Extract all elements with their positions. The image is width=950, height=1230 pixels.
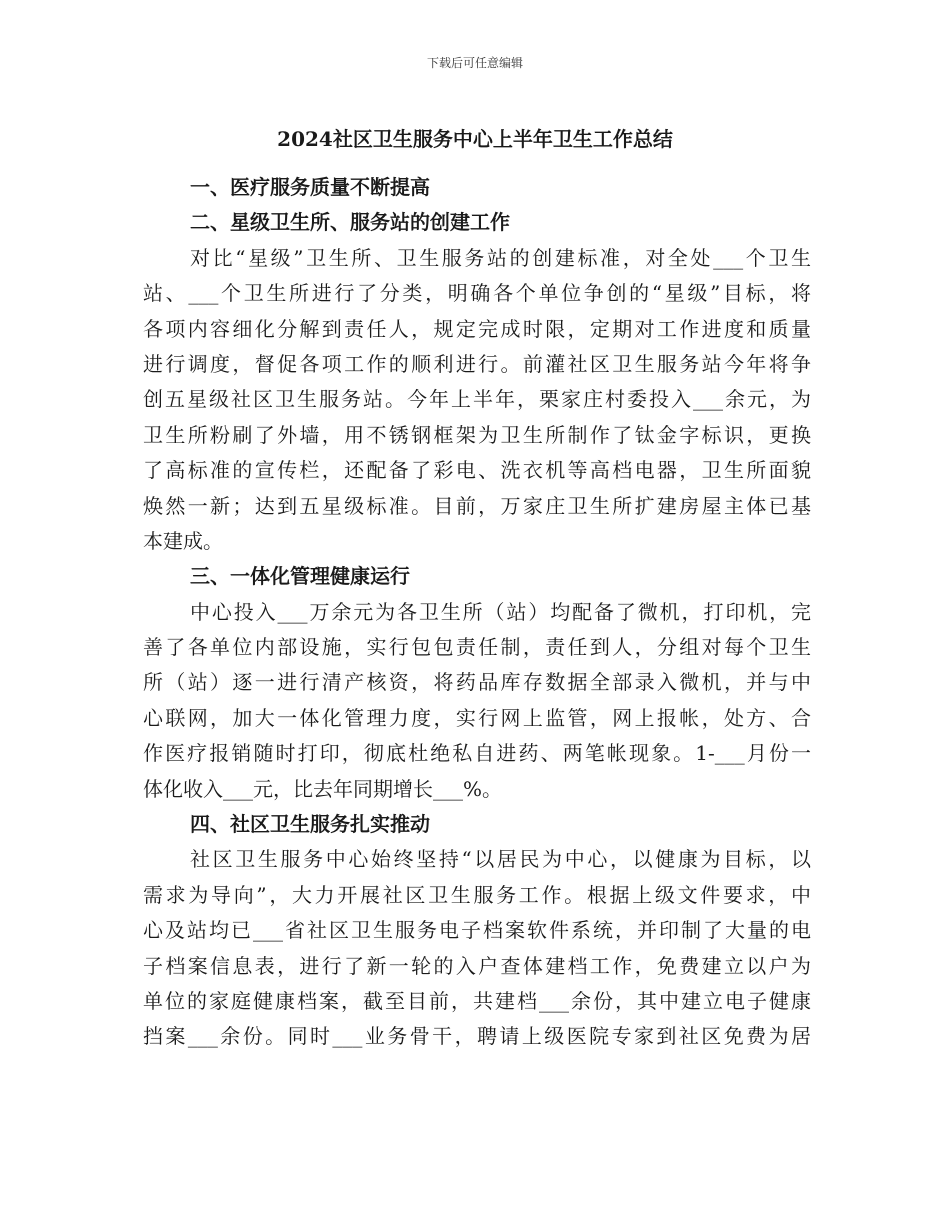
section-heading: 二、星级卫生所、服务站的创建工作 [190, 210, 510, 235]
paragraph-line: 心联网，加大一体化管理力度，实行网上监管，网上报帐，处方、合 [143, 705, 811, 730]
paragraph-line: 作医疗报销随时打印，彻底杜绝私自进药、两笔帐现象。1-___月份一 [143, 741, 811, 766]
paragraph-line: 单位的家庭健康档案，截至目前，共建档___余份，其中建立电子健康 [143, 988, 811, 1013]
document-body [143, 170, 811, 1055]
section-heading: 四、社区卫生服务扎实推动 [190, 812, 430, 837]
paragraph-line: 了高标准的宣传栏，还配备了彩电、洗衣机等高档电器，卫生所面貌 [143, 458, 811, 483]
header-note: 下载后可任意编辑 [426, 56, 523, 70]
section-heading: 一、医疗服务质量不断提高 [190, 175, 430, 199]
paragraph-line: 创五星级社区卫生服务站。今年上半年，栗家庄村委投入___余元，为 [143, 387, 811, 412]
paragraph [143, 842, 811, 1054]
paragraph [143, 595, 811, 807]
paragraph-line: 挡案___余份。同时___业务骨干，聘请上级医院专家到社区免费为居 [143, 1024, 811, 1049]
paragraph-line: 进行调度，督促各项工作的顺利进行。前灌社区卫生服务站今年将争 [143, 351, 811, 376]
paragraph-line: 焕然一新；达到五星级标准。目前，万家庄卫生所扩建房屋主体已基 [143, 493, 811, 518]
section-heading: 三、一体化管理健康运行 [190, 564, 410, 589]
paragraph-line: 子档案信息表，进行了新一轮的入户查体建档工作，免费建立以户为 [143, 953, 811, 978]
paragraph-line: 体化收入___元，比去年同期增长___%。 [143, 776, 503, 801]
paragraph-line: 需求为导向”，大力开展社区卫生服务工作。根据上级文件要求，中 [143, 882, 811, 907]
paragraph [143, 241, 811, 560]
document-title: 2024社区卫生服务中心上半年卫生工作总结 [277, 127, 673, 151]
paragraph-line: 中心投入___万余元为各卫生所（站）均配备了微机，打印机，完 [190, 599, 811, 624]
paragraph-line: 各项内容细化分解到责任人，规定完成时限，定期对工作进度和质量 [143, 316, 811, 341]
paragraph-line: 所（站）逐一进行清产核资，将药品库存数据全部录入微机，并与中 [143, 670, 811, 695]
paragraph-line: 善了各单位内部设施，实行包包责任制，责任到人，分组对每个卫生 [143, 635, 811, 660]
paragraph-line: 站、___个卫生所进行了分类，明确各个单位争创的“星级”目标，将 [143, 281, 811, 306]
paragraph-line: 卫生所粉刷了外墙，用不锈钢框架为卫生所制作了钛金字标识，更换 [143, 422, 811, 447]
paragraph-line: 本建成。 [143, 528, 223, 553]
paragraph-line: 社区卫生服务中心始终坚持“以居民为中心，以健康为目标，以 [190, 847, 811, 872]
paragraph-line: 对比“星级”卫生所、卫生服务站的创建标准，对全处___个卫生 [190, 245, 811, 270]
paragraph-line: 心及站均已___省社区卫生服务电子档案软件系统，并印制了大量的电 [143, 918, 811, 943]
